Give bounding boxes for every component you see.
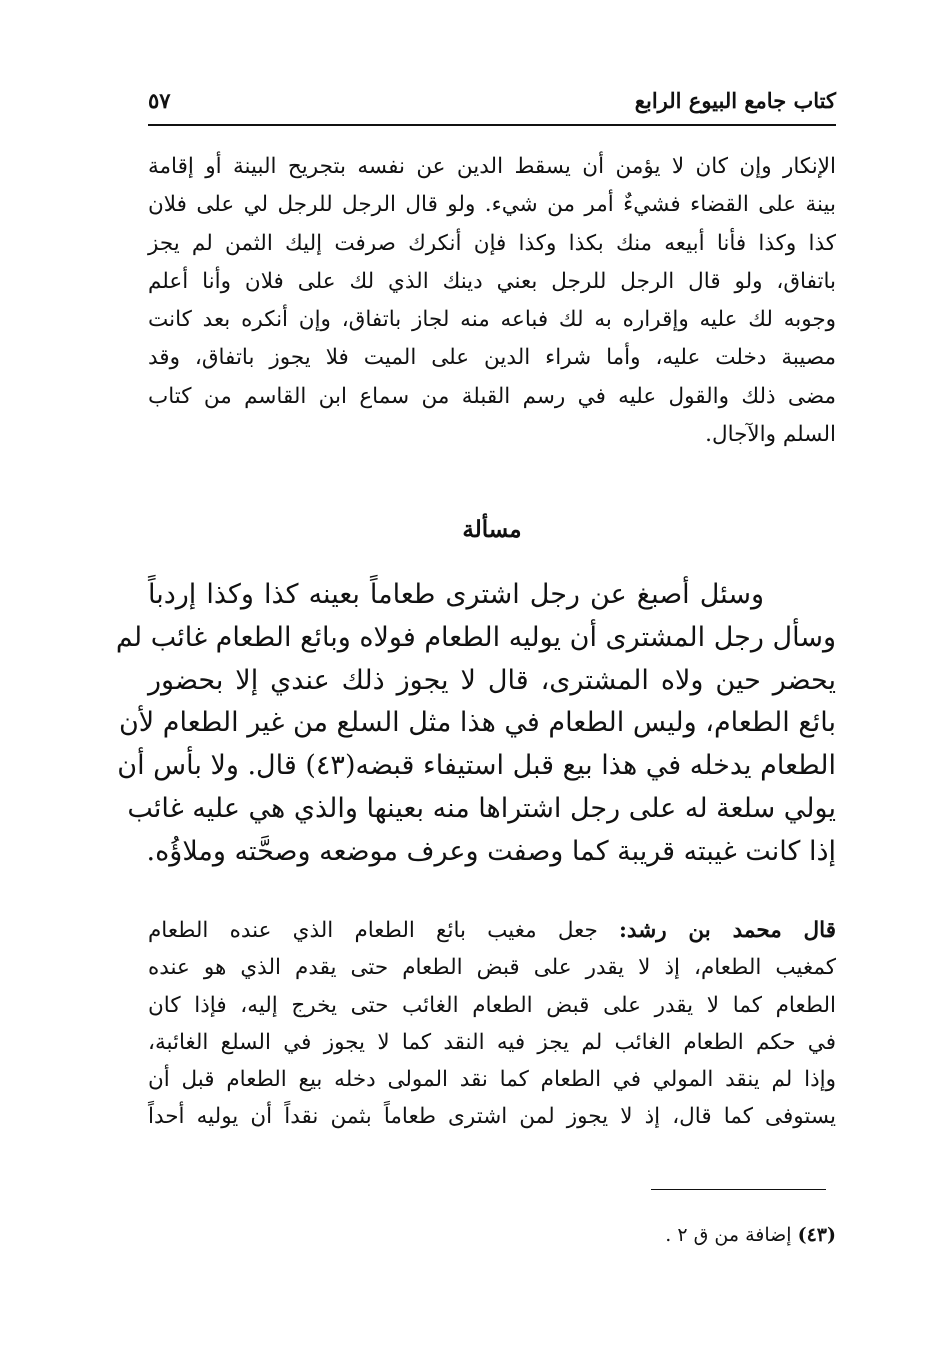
text-line: الطعام كما لا يقدر على قبض الطعام الغائب حتى يخرج إليه، فإذا كان	[148, 992, 836, 1018]
text-line: السلم والآجال.	[705, 422, 836, 448]
paragraph-continuation	[148, 148, 836, 454]
footnote-text: إضافة من ق ٢ .	[665, 1224, 798, 1246]
commentary-lead: قال محمد بن رشد:	[618, 918, 836, 943]
page-header	[148, 88, 836, 124]
running-title: كتاب جامع البيوع الرابع	[634, 88, 836, 113]
text-line: وجوبه لك عليه وإقراره به لك فباعه منه لجاز باتفاق، وإن أنكره بعد كانت	[148, 307, 836, 333]
text-line: يستوفى كما قال، إذ لا يجوز لمن اشترى طعاماً بثمن نقداً أن يوليه أحداً	[148, 1104, 836, 1130]
text-line: وسأل رجل المشترى أن يوليه الطعام فولاه وبائع الطعام غائب لم	[115, 621, 836, 653]
text-line: كذا وكذا فأنا أبيعه منك بكذا وكذا فإن أنكرك صرفت إليك الثمن لم يجز	[148, 230, 836, 256]
text-line: بائع الطعام، وليس الطعام في هذا مثل السلع من غير الطعام لأن	[118, 707, 836, 739]
text-line: في حكم الطعام الغائب لم يجز فيه النقد كما لا يجوز في السلع الغائبة،	[148, 1029, 836, 1055]
page-number: ٥٧	[148, 88, 171, 113]
text-line	[148, 912, 836, 949]
footnote-number: (٤٣)	[797, 1224, 836, 1246]
text-line: كمغيب الطعام، إذ لا يقدر على قبض الطعام حتى يقدم الذي هو عنده	[148, 955, 836, 981]
text-fragment: جعل مغيب بائع الطعام الذي عنده الطعام	[148, 918, 619, 943]
footnote-rule	[651, 1189, 826, 1190]
question-paragraph	[115, 574, 836, 874]
footnote	[665, 1224, 836, 1246]
text-line: بينة على القضاء فشيءٌ أمر من شيء. ولو قال الرجل للرجل لي على فلان	[148, 192, 836, 218]
text-line: مضى ذلك والقول عليه في رسم القبلة من سماع ابن القاسم من كتاب	[148, 383, 836, 409]
text-line: الطعام يدخله في هذا بيع قبل استيفاء قبضه(٤٣) قال. ولا بأس أن	[117, 750, 836, 782]
header-rule	[148, 124, 836, 126]
text-line: يولي سلعة له على رجل اشتراها منه بعينها والذي هي عليه غائب	[127, 792, 836, 824]
text-line: وإذا لم ينقد المولي في الطعام كما نقد المولى دخله بيع الطعام قبل أن	[148, 1067, 836, 1093]
text-line: الإنكار وإن كان لا يؤمن أن يسقط الدين عن نفسه بتجريح البينة أو إقامة	[148, 154, 836, 179]
text-line: إذا كانت غيبته قريبة كما وصفت وعرف موضعه وصحَّته وملاؤُه.	[146, 835, 836, 867]
section-heading: مسألة	[462, 516, 522, 543]
text-line: باتفاق، ولو قال الرجل للرجل بعني دينك الذي لك على فلان وأنا أعلم	[148, 268, 836, 294]
text-line: مصيبة دخلت عليه، وأما شراء الدين على الميت فلا يجوز باتفاق، وقد	[148, 345, 836, 371]
text-line: وسئل أصبغ عن رجل اشترى طعاماً بعينه كذا وكذا إردباً	[148, 579, 764, 610]
text-line: يحضر حين ولاه المشترى، قال لا يجوز ذلك عندي إلا بحضور	[148, 664, 836, 696]
commentary-paragraph	[148, 912, 836, 1136]
